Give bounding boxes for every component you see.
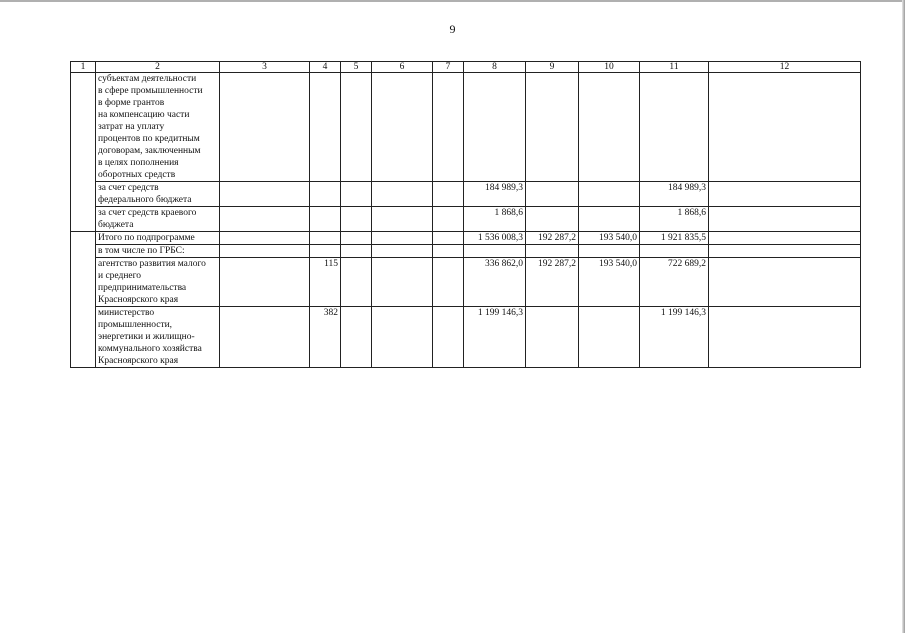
cell-empty bbox=[372, 307, 433, 368]
table-row bbox=[71, 307, 861, 368]
cell-empty bbox=[372, 232, 433, 245]
value-col-8: 184 989,3 bbox=[464, 182, 526, 207]
row-code: 382 bbox=[310, 307, 341, 368]
value-col-11: 722 689,2 bbox=[640, 258, 709, 307]
cell-empty bbox=[71, 207, 96, 232]
value-col-10 bbox=[579, 307, 640, 368]
cell-empty bbox=[341, 258, 372, 307]
header-cell-7: 7 bbox=[433, 62, 464, 73]
header-cell-10: 10 bbox=[579, 62, 640, 73]
cell-empty bbox=[71, 232, 96, 245]
cell-empty bbox=[341, 232, 372, 245]
row-code: 115 bbox=[310, 258, 341, 307]
cell-empty bbox=[709, 232, 861, 245]
row-name: агентство развития малого и среднего предпринимательства Красноярского края bbox=[96, 258, 220, 307]
cell-empty bbox=[433, 232, 464, 245]
cell-empty bbox=[709, 182, 861, 207]
value-col-10 bbox=[579, 182, 640, 207]
row-code bbox=[310, 182, 341, 207]
cell-empty bbox=[220, 258, 310, 307]
value-col-8 bbox=[464, 245, 526, 258]
budget-table bbox=[70, 61, 861, 368]
cell-empty bbox=[220, 182, 310, 207]
header-cell-4: 4 bbox=[310, 62, 341, 73]
table-row bbox=[71, 258, 861, 307]
cell-empty bbox=[220, 232, 310, 245]
page-number: 9 bbox=[449, 22, 456, 36]
cell-empty bbox=[433, 73, 464, 182]
cell-empty bbox=[220, 73, 310, 182]
row-code bbox=[310, 207, 341, 232]
value-col-10 bbox=[579, 207, 640, 232]
row-name: в том числе по ГРБС: bbox=[96, 245, 220, 258]
cell-empty bbox=[220, 245, 310, 258]
value-col-8: 1 536 008,3 bbox=[464, 232, 526, 245]
cell-empty bbox=[433, 307, 464, 368]
value-col-8 bbox=[464, 73, 526, 182]
value-col-11: 1 868,6 bbox=[640, 207, 709, 232]
row-code bbox=[310, 73, 341, 182]
cell-empty bbox=[341, 307, 372, 368]
table-row bbox=[71, 73, 861, 182]
header-cell-11: 11 bbox=[640, 62, 709, 73]
value-col-10 bbox=[579, 245, 640, 258]
cell-empty bbox=[709, 73, 861, 182]
table-row bbox=[71, 182, 861, 207]
value-col-8: 1 199 146,3 bbox=[464, 307, 526, 368]
cell-empty bbox=[433, 182, 464, 207]
cell-empty bbox=[433, 258, 464, 307]
value-col-11: 184 989,3 bbox=[640, 182, 709, 207]
row-name: министерство промышленности, энергетики и жилищно- коммунального хозяйства Красноярского края bbox=[96, 307, 220, 368]
header-cell-2: 2 bbox=[96, 62, 220, 73]
table-row bbox=[71, 207, 861, 232]
value-col-11: 1 199 146,3 bbox=[640, 307, 709, 368]
value-col-11 bbox=[640, 245, 709, 258]
cell-empty bbox=[372, 73, 433, 182]
value-col-9 bbox=[526, 73, 579, 182]
table-row bbox=[71, 245, 861, 258]
value-col-8: 1 868,6 bbox=[464, 207, 526, 232]
cell-empty bbox=[433, 245, 464, 258]
value-col-9: 192 287,2 bbox=[526, 258, 579, 307]
column-number-header bbox=[71, 62, 861, 73]
row-code bbox=[310, 232, 341, 245]
row-name: за счет средств краевого бюджета bbox=[96, 207, 220, 232]
scan-edge-top bbox=[0, 0, 905, 2]
row-code bbox=[310, 245, 341, 258]
cell-empty bbox=[341, 245, 372, 258]
value-col-8: 336 862,0 bbox=[464, 258, 526, 307]
cell-empty bbox=[709, 245, 861, 258]
cell-empty bbox=[709, 258, 861, 307]
cell-empty bbox=[341, 182, 372, 207]
value-col-9 bbox=[526, 245, 579, 258]
cell-empty bbox=[709, 307, 861, 368]
cell-empty bbox=[71, 182, 96, 207]
header-cell-3: 3 bbox=[220, 62, 310, 73]
header-cell-5: 5 bbox=[341, 62, 372, 73]
cell-empty bbox=[372, 258, 433, 307]
value-col-11 bbox=[640, 73, 709, 182]
cell-empty bbox=[709, 207, 861, 232]
cell-empty bbox=[341, 207, 372, 232]
value-col-9 bbox=[526, 182, 579, 207]
value-col-9 bbox=[526, 207, 579, 232]
header-cell-12: 12 bbox=[709, 62, 861, 73]
cell-empty bbox=[372, 245, 433, 258]
value-col-10 bbox=[579, 73, 640, 182]
value-col-10: 193 540,0 bbox=[579, 232, 640, 245]
cell-empty bbox=[372, 182, 433, 207]
value-col-9 bbox=[526, 307, 579, 368]
row-name: за счет средств федерального бюджета bbox=[96, 182, 220, 207]
cell-empty bbox=[341, 73, 372, 182]
cell-empty bbox=[71, 307, 96, 368]
table-row-total bbox=[71, 232, 861, 245]
cell-empty bbox=[71, 258, 96, 307]
value-col-9: 192 287,2 bbox=[526, 232, 579, 245]
header-cell-6: 6 bbox=[372, 62, 433, 73]
header-cell-8: 8 bbox=[464, 62, 526, 73]
cell-empty bbox=[71, 73, 96, 182]
value-col-11: 1 921 835,5 bbox=[640, 232, 709, 245]
cell-empty bbox=[220, 207, 310, 232]
header-cell-1: 1 bbox=[71, 62, 96, 73]
cell-empty bbox=[372, 207, 433, 232]
row-name: Итого по подпрограмме bbox=[96, 232, 220, 245]
header-cell-9: 9 bbox=[526, 62, 579, 73]
value-col-10: 193 540,0 bbox=[579, 258, 640, 307]
cell-empty bbox=[220, 307, 310, 368]
cell-empty bbox=[433, 207, 464, 232]
cell-empty bbox=[71, 245, 96, 258]
row-name: субъектам деятельности в сфере промышленности в форме грантов на компенсацию части затрат на уплату процентов по кредитным договорам, заключенным в целях пополнения оборотных средств bbox=[96, 73, 220, 182]
